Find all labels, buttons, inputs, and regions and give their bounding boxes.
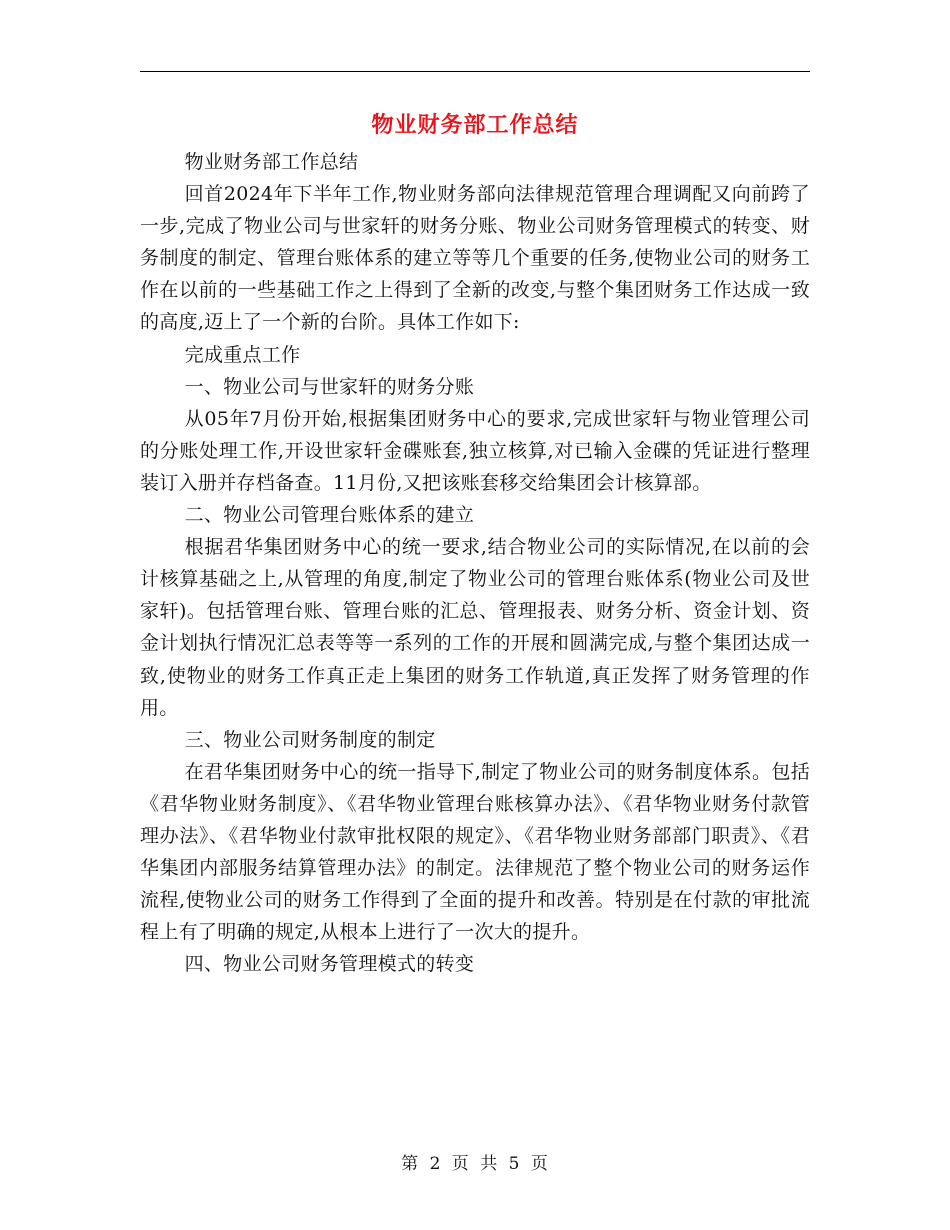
footer-suffix: 页 bbox=[530, 1154, 549, 1174]
paragraph-section-1: 从05年7月份开始,根据集团财务中心的要求,完成世家轩与物业管理公司的分账处理工作,开设世家轩金碟账套,独立核算,对已输入金碟的凭证进行整理装订入册并存档备查。11月份,又把该账套移交给集团会计核算部。 bbox=[140, 407, 810, 494]
document-title: 物业财务部工作总结 bbox=[371, 112, 579, 138]
section-heading-4: 四、物业公司财务管理模式的转变 bbox=[184, 953, 475, 976]
section-heading-2: 二、物业公司管理台账体系的建立 bbox=[184, 504, 475, 527]
footer-total-pages: 5 bbox=[508, 1154, 521, 1174]
footer-total-word: 共 bbox=[480, 1154, 499, 1174]
paragraph-intro: 回首2024年下半年工作,物业财务部向法律规范管理合理调配又向前跨了一步,完成了物业公司与世家轩的财务分账、物业公司财务管理模式的转变、财务制度的制定、管理台账体系的建立等等几个重要的任务,使物业公司的财务工作在以前的一些基础工作之上得到了全新的改变,与整个集团财务工作达成一致的高度,迈上了一个新的台阶。具体工作如下: bbox=[140, 183, 810, 334]
footer-current-page: 2 bbox=[429, 1154, 442, 1174]
paragraph-section-2: 根据君华集团财务中心的统一要求,结合物业公司的实际情况,在以前的会计核算基础之上,从管理的角度,制定了物业公司的管理台账体系(物业公司及世家轩)。包括管理台账、管理台账的汇总、管理报表、财务分析、资金计划、资金计划执行情况汇总表等等一系列的工作的开展和圆满完成,与整个集团达成一致,使物业的财务工作真正走上集团的财务工作轨道,真正发挥了财务管理的作用。 bbox=[140, 536, 810, 719]
document-body bbox=[140, 146, 810, 980]
paragraph-subtitle: 物业财务部工作总结 bbox=[184, 151, 359, 173]
section-heading-key-work: 完成重点工作 bbox=[184, 343, 301, 366]
page-footer bbox=[140, 1152, 810, 1176]
footer-prefix: 第 bbox=[401, 1154, 420, 1174]
section-heading-3: 三、物业公司财务制度的制定 bbox=[184, 728, 436, 751]
header-rule bbox=[140, 71, 810, 72]
footer-page-word: 页 bbox=[451, 1154, 470, 1174]
section-heading-1: 一、物业公司与世家轩的财务分账 bbox=[184, 375, 475, 398]
paragraph-section-3: 在君华集团财务中心的统一指导下,制定了物业公司的财务制度体系。包括《君华物业财务制度》、《君华物业管理台账核算办法》、《君华物业财务付款管理办法》、《君华物业付款审批权限的规定》、《君华物业财务部部门职责》、《君华集团内部服务结算管理办法》的制定。法律规范了整个物业公司的财务运作流程,使物业公司的财务工作得到了全面的提升和改善。特别是在付款的审批流程上有了明确的规定,从根本上进行了一次大的提升。 bbox=[140, 760, 810, 944]
